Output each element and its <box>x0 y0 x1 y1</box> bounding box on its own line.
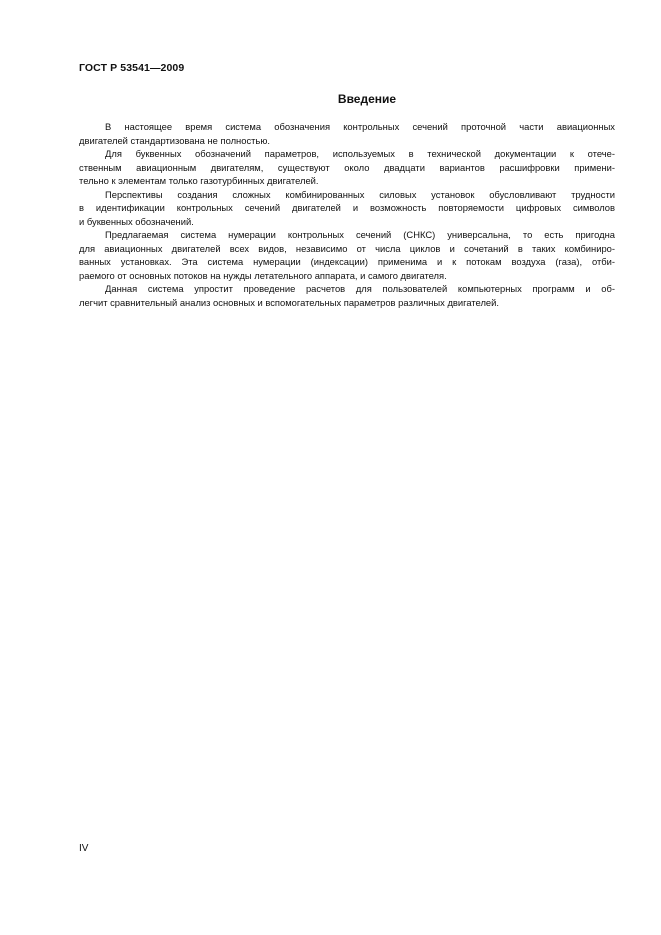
standard-code-header: ГОСТ Р 53541—2009 <box>79 62 185 74</box>
paragraph-line: Перспективы создания сложных комбинированных силовых установок обусловливают трудности <box>105 188 615 200</box>
introduction-body <box>79 120 615 309</box>
paragraph-line: ванных установках. Эта система нумерации (индексации) применима и к потокам воздуха (газа), отби- <box>79 256 615 267</box>
paragraph <box>79 120 615 147</box>
paragraph <box>79 282 615 309</box>
paragraph-line: для авиационных двигателей всех видов, независимо от числа циклов и сочетаний в таких комбиниро- <box>79 242 615 254</box>
section-title: Введение <box>337 92 397 106</box>
paragraph-line: двигателей стандартизована не полностью. <box>79 134 270 146</box>
paragraph-line: и буквенных обозначений. <box>79 215 194 227</box>
paragraph <box>79 147 615 188</box>
paragraph-line: в идентификации контрольных сечений двигателей и возможность повторяемости цифровых символов <box>79 202 615 213</box>
paragraph-line: раемого от основных потоков на нужды летательного аппарата, и самого двигателя. <box>79 269 447 281</box>
paragraph-line: Для буквенных обозначений параметров, используемых в технической документации к отече- <box>105 148 615 159</box>
paragraph-line: тельно к элементам только газотурбинных двигателей. <box>79 175 319 186</box>
paragraph-line: Данная система упростит проведение расчетов для пользователей компьютерных программ и об- <box>105 283 615 294</box>
page-number: IV <box>79 843 89 854</box>
paragraph-line: В настоящее время система обозначения контрольных сечений проточной части авиационных <box>105 121 615 132</box>
paragraph <box>79 228 615 282</box>
paragraph-line: Предлагаемая система нумерации контрольных сечений (СНКС) универсальна, то есть пригодна <box>105 229 615 240</box>
paragraph <box>79 188 615 229</box>
paragraph-line: легчит сравнительный анализ основных и вспомогательных параметров различных двигателей. <box>79 296 499 308</box>
paragraph-line: ственным авиационным двигателям, существуют около двадцати вариантов расшифровки примени- <box>79 161 615 173</box>
